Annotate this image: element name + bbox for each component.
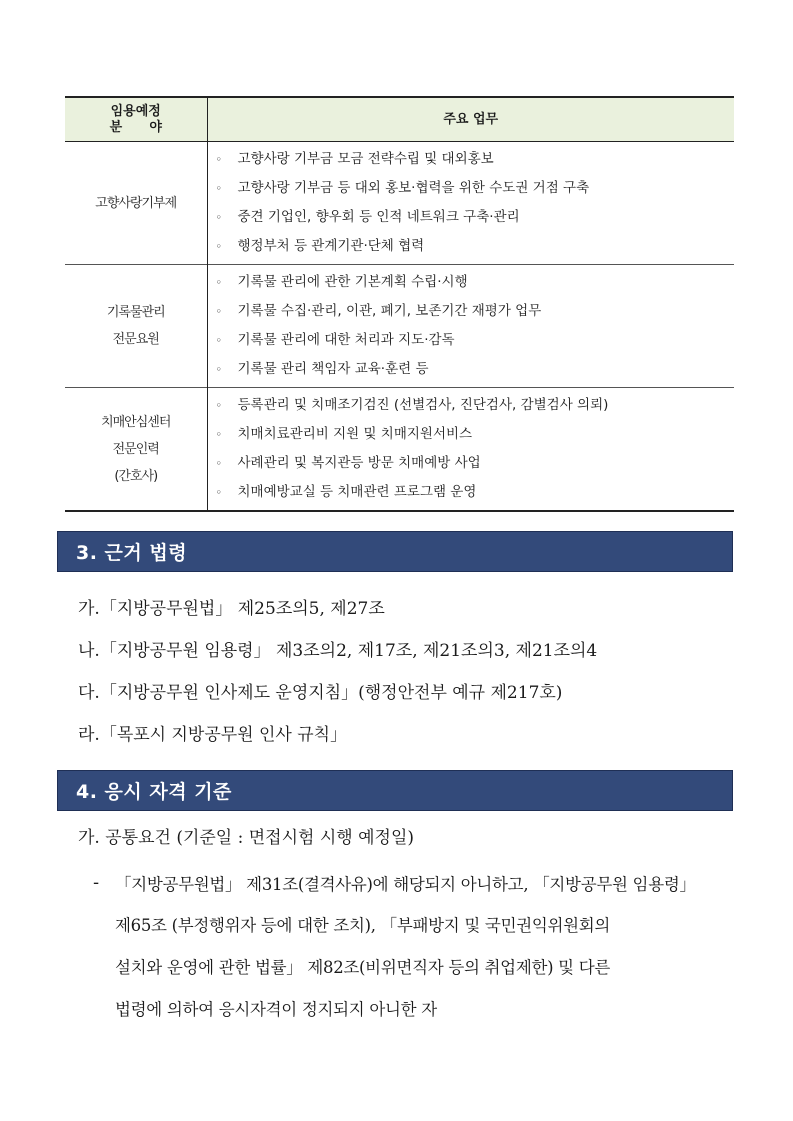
row-duties [207,388,734,512]
qualification-common-title: 가. 공통요건 (기준일 : 면접시험 시행 예정일) [78,828,414,848]
bullet-icon: ◦ [215,334,222,347]
header-field-line1: 임용예정 [110,103,161,119]
bullet-icon: ◦ [215,363,222,376]
row-category-line: 전문요원 [112,332,159,347]
law-item-a: 가.「지방공무원법」 제25조의5, 제27조 [78,599,385,619]
bullet-icon: ◦ [215,399,222,412]
bullet-icon: ◦ [215,486,222,499]
duty-item [216,478,735,507]
table-row [65,388,734,512]
duty-item [216,232,735,261]
duty-item [216,391,735,420]
duty-item [216,268,735,297]
table-row [65,142,734,265]
row-category-line: 고향사랑기부제 [95,195,177,211]
section-3-title: 3. 근거 법령 [76,542,188,564]
duty-item [216,297,735,326]
row-category-line: 기록물관리 [106,305,165,320]
row-category [65,142,207,265]
row-category-line: 치매안심센터 [101,414,171,430]
bullet-icon: ◦ [215,305,222,318]
row-category [65,265,207,388]
duty-item-text: 기록물 관리에 대한 처리과 지도·감독 [237,332,455,348]
duty-item-text: 치매예방교실 등 치매관련 프로그램 운영 [237,484,477,500]
duty-item-text: 고향사랑 기부금 등 대외 홍보·협력을 위한 수도권 거점 구축 [237,180,590,196]
header-duties: 주요 업무 [207,97,734,142]
duty-item-text: 치매치료관리비 지원 및 치매지원서비스 [237,426,473,442]
duty-item [216,203,735,232]
section-4-title: 4. 응시 자격 기준 [76,781,232,803]
header-field-line2: 분 야 [109,119,162,135]
bullet-icon: ◦ [215,211,222,224]
duty-item-text: 고향사랑 기부금 모금 전략수립 및 대외홍보 [237,151,494,167]
qualification-line-4: 법령에 의하여 응시자격이 정지되지 아니한 자 [115,1000,437,1019]
duty-item-text: 기록물 관리 책임자 교육·훈련 등 [237,361,429,377]
bullet-icon: ◦ [215,428,222,441]
duty-item-text: 기록물 관리에 관한 기본계획 수립·시행 [237,274,468,290]
row-category [65,388,207,512]
section-3-header [57,531,733,572]
duty-table [65,96,734,512]
bullet-icon: ◦ [215,457,222,470]
duty-item-text: 사례관리 및 복지관등 방문 치매예방 사업 [237,455,481,471]
duty-item-text: 등록관리 및 치매조기검진 (선별검사, 진단검사, 감별검사 의뢰) [237,397,609,413]
duty-item-text: 기록물 수집·관리, 이관, 폐기, 보존기간 재평가 업무 [237,303,542,319]
duty-item [216,355,735,384]
law-item-d: 라.「목포시 지방공무원 인사 규칙」 [78,725,348,745]
qualification-line-3: 설치와 운영에 관한 법률」 제82조(비위면직자 등의 취업제한) 및 다른 [115,958,611,977]
duty-item [216,326,735,355]
duty-item [216,145,735,174]
section-4-header [57,770,733,811]
bullet-icon: ◦ [215,182,222,195]
duty-item-text: 중견 기업인, 향우회 등 인적 네트워크 구축·관리 [237,209,520,225]
row-category-line: 전문인력 [112,441,159,457]
row-duties [207,265,734,388]
duty-item [216,174,735,203]
qualification-line-1: 「지방공무원법」 제31조(결격사유)에 해당되지 아니하고, 「지방공무원 임용령」 [115,875,696,894]
bullet-icon: ◦ [215,240,222,253]
header-field [65,97,207,142]
bullet-icon: ◦ [215,153,222,166]
qualification-line-2: 제65조 (부정행위자 등에 대한 조치), 「부패방지 및 국민권익위원회의 [115,916,611,935]
table-header-row [65,97,734,142]
law-item-b: 나.「지방공무원 임용령」 제3조의2, 제17조, 제21조의3, 제21조의4 [78,641,598,661]
row-category-line: (간호사) [114,468,158,484]
table-row [65,265,734,388]
duty-item [216,449,735,478]
bullet-icon: ◦ [215,276,222,289]
duty-item-text: 행정부처 등 관계기관·단체 협력 [237,238,425,254]
law-item-c: 다.「지방공무원 인사제도 운영지침」(행정안전부 예규 제217호) [78,683,563,703]
row-duties [207,142,734,265]
qualification-dash: - [93,873,100,893]
duty-item [216,420,735,449]
